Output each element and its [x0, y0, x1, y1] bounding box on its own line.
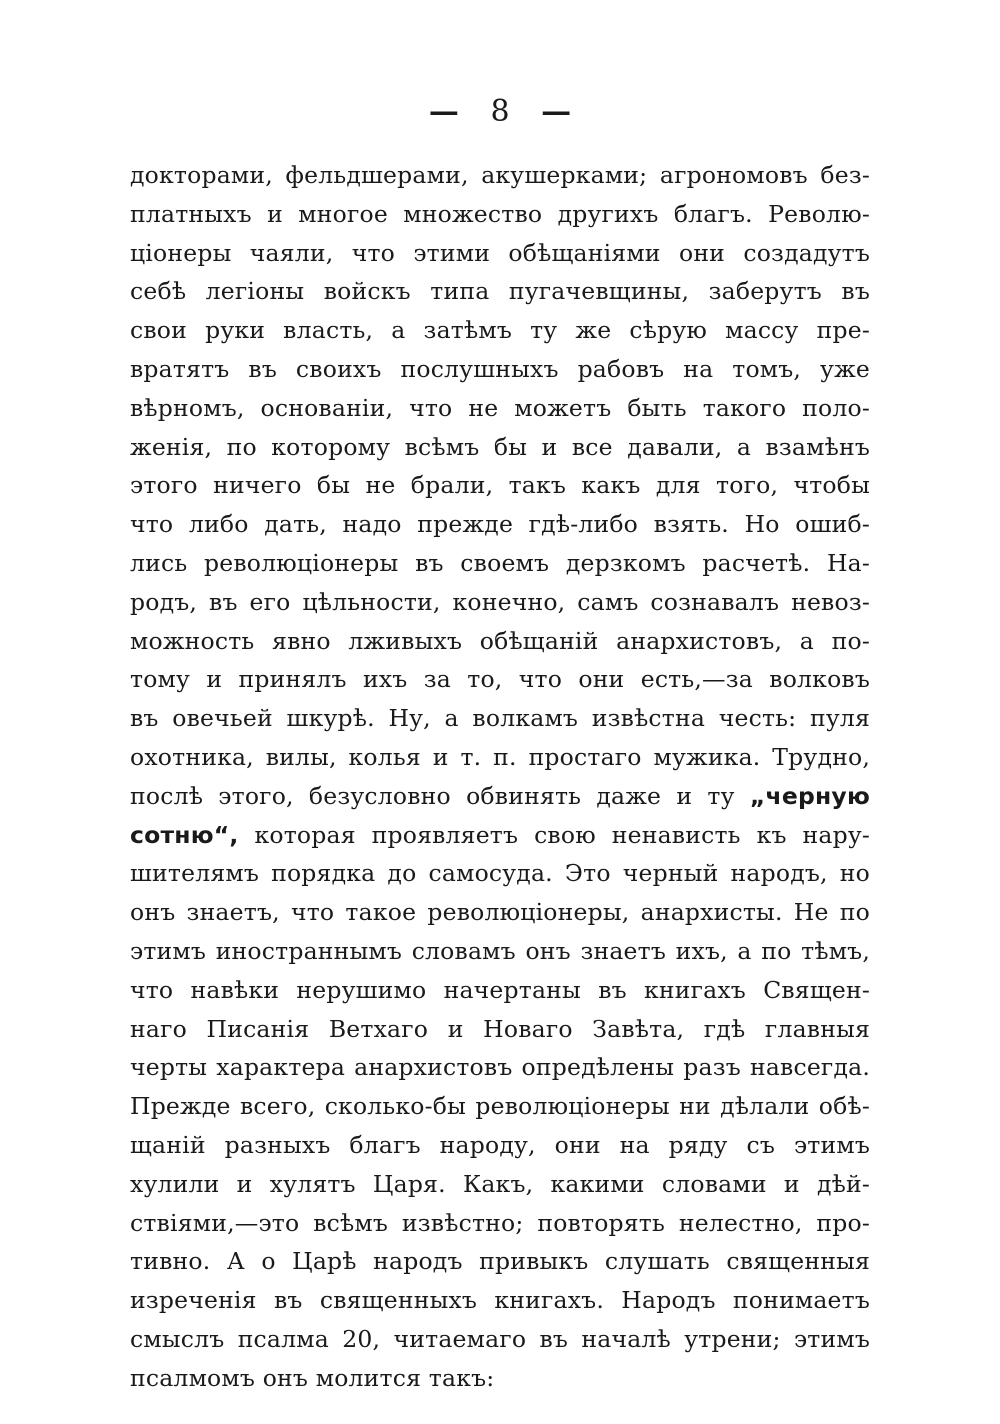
header-dash-left: — [428, 94, 459, 129]
body-text [130, 156, 870, 1398]
text-line-17-main: послѣ этого, безусловно обвинять даже и ту [130, 781, 735, 810]
text-line-27: хулили и хулятъ Царя. Какъ, какими словами и дѣй- [130, 1169, 870, 1198]
text-line-24: черты характера анархистовъ опредѣлены разъ навсегда. [130, 1053, 870, 1082]
text-line-30: изреченія въ священныхъ книгахъ. Народъ понимаетъ [130, 1286, 870, 1315]
page-header [0, 92, 1000, 132]
text-line-23: наго Писанія Ветхаго и Новаго Завѣта, гдѣ главныя [130, 1014, 870, 1043]
text-line-12: родъ, въ его цѣльности, конечно, самъ сознавалъ невоз- [130, 587, 870, 616]
text-line-15: въ овечьей шкурѣ. Ну, а волкамъ извѣстна честь: пуля [130, 704, 870, 733]
text-line-18 [130, 816, 870, 855]
text-line-5: свои руки власть, а затѣмъ ту же сѣрую массу пре- [130, 316, 870, 345]
emphasis-black-hundred-2: сотню“, [130, 820, 239, 849]
text-line-10: что либо дать, надо прежде гдѣ-либо взять. Но ошиб- [130, 510, 870, 539]
text-line-11: лись революціонеры въ своемъ дерзкомъ расчетѣ. На- [130, 548, 870, 577]
text-line-4: себѣ легіоны войскъ типа пугачевщины, заберутъ въ [130, 277, 870, 306]
emphasis-black-hundred-1: „черную [749, 781, 870, 810]
text-line-22: что навѣки нерушимо начертаны въ книгахъ Священ- [130, 975, 870, 1004]
text-line-7: вѣрномъ, основаніи, что не можетъ быть такого поло- [130, 393, 870, 422]
text-line-25: Прежде всего, сколько-бы революціонеры ни дѣлали обѣ- [130, 1092, 870, 1121]
text-line-14: тому и принялъ ихъ за то, что они есть,—за волковъ [130, 665, 870, 694]
text-line-31: смыслъ псалма 20, читаемаго въ началѣ утрени; этимъ [130, 1324, 870, 1353]
text-line-21: этимъ иностраннымъ словамъ онъ знаетъ ихъ, а по тѣмъ, [130, 936, 870, 965]
text-line-28: ствіями,—это всѣмъ извѣстно; повторять нелестно, про- [130, 1208, 870, 1237]
text-line-6: вратятъ въ своихъ послушныхъ рабовъ на томъ, уже [130, 354, 870, 383]
text-line-32: псалмомъ онъ молится такъ: [130, 1363, 495, 1392]
text-line-16: охотника, вилы, колья и т. п. простаго мужика. Трудно, [130, 742, 870, 771]
text-line-20: онъ знаетъ, что такое революціонеры, анархисты. Не по [130, 898, 870, 927]
text-line-9: этого ничего бы не брали, такъ какъ для того, чтобы [130, 471, 870, 500]
text-line-1: докторами, фельдшерами, акушерками; агрономовъ без- [130, 161, 870, 189]
text-line-26: щаній разныхъ благъ народу, они на ряду съ этимъ [130, 1130, 870, 1159]
header-dash-right: — [541, 94, 572, 129]
text-line-29: тивно. А о Царѣ народъ привыкъ слушать священныя [130, 1247, 870, 1276]
page-number: 8 [490, 94, 510, 129]
text-line-17 [130, 777, 870, 816]
text-line-13: можность явно лживыхъ обѣщаній анархистовъ, а по- [130, 626, 870, 655]
text-line-19: шителямъ порядка до самосуда. Это черный народъ, но [130, 859, 870, 888]
text-line-8: женія, по которому всѣмъ бы и все давали, а взамѣнъ [130, 432, 870, 461]
text-line-2: платныхъ и многое множество другихъ благъ. Револю- [130, 199, 870, 228]
text-line-3: ціонеры чаяли, что этими обѣщаніями они создадутъ [130, 238, 870, 267]
text-line-18-main: которая проявляетъ свою ненависть къ нару- [254, 820, 870, 849]
